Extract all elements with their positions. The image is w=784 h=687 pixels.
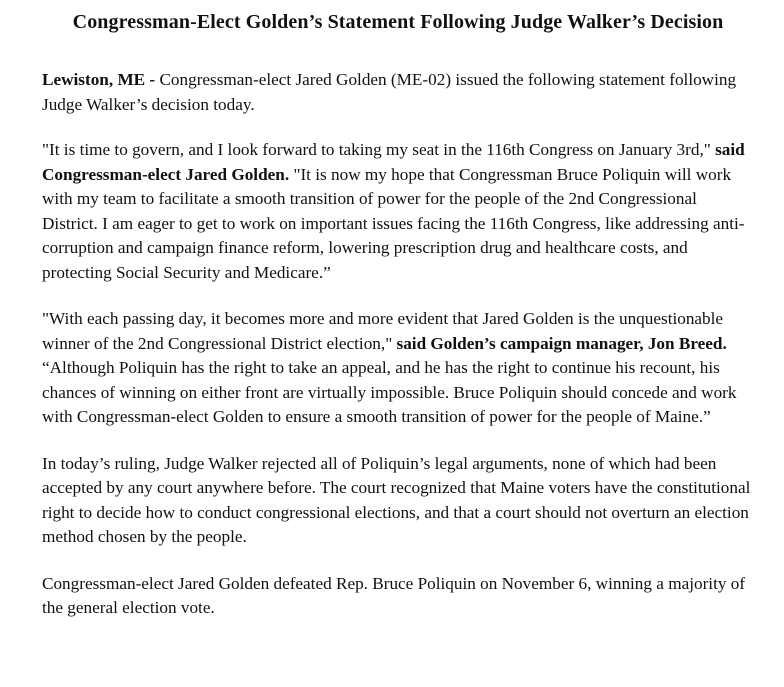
quote-attribution: said Golden’s campaign manager, Jon Breed. [396, 333, 727, 353]
quote-start: "It is time to govern, and I look forward to taking my seat in the 116th Congress on January 3rd," [42, 140, 716, 159]
press-release-title: Congressman-Elect Golden’s Statement Following Judge Walker’s Decision [72, 11, 724, 33]
paragraph-result: Congressman-elect Jared Golden defeated Rep. Bruce Poliquin on November 6, winning a majority of the general election vote. [42, 573, 746, 617]
quote-attribution: said Congressman-elect Jared Golden. [42, 140, 745, 184]
paragraph-golden-quote [42, 138, 754, 285]
paragraph-intro [42, 68, 754, 117]
dateline: Lewiston, ME - [42, 70, 156, 89]
quote-end: "It is now my hope that Congressman Bruce Poliquin will work with my team to facilitate a smooth transition of power for the people of the 2nd Congressional District. I am eager to get to work on important issues facing the 116th Congress, like addressing anti-corruption and campaign finance reform, lowering prescription drug and healthcare costs, and protecting Social Security and Medicare.” [42, 164, 745, 282]
quote-end: “Although Poliquin has the right to take an appeal, and he has the right to continue his recount, his chances of winning on either front are virtually impossible. Bruce Poliquin should concede and work with Congressman-elect Golden to ensure a smooth transition of power for the people of Maine.” [42, 358, 737, 426]
paragraph-ruling: In today’s ruling, Judge Walker rejected all of Poliquin’s legal arguments, none of which had been accepted by any court anywhere before. The court recognized that Maine voters have the constitutional right to decide how to conduct congressional elections, and that a court should not overturn an election method chosen by the people. [42, 453, 751, 546]
paragraph-breed-quote [42, 307, 754, 430]
intro-text: Congressman-elect Jared Golden (ME-02) issued the following statement following Judge Walker’s decision today. [42, 70, 737, 114]
quote-start: "With each passing day, it becomes more and more evident that Jared Golden is the unquestionable winner of the 2nd Congressional District election," [42, 309, 724, 353]
